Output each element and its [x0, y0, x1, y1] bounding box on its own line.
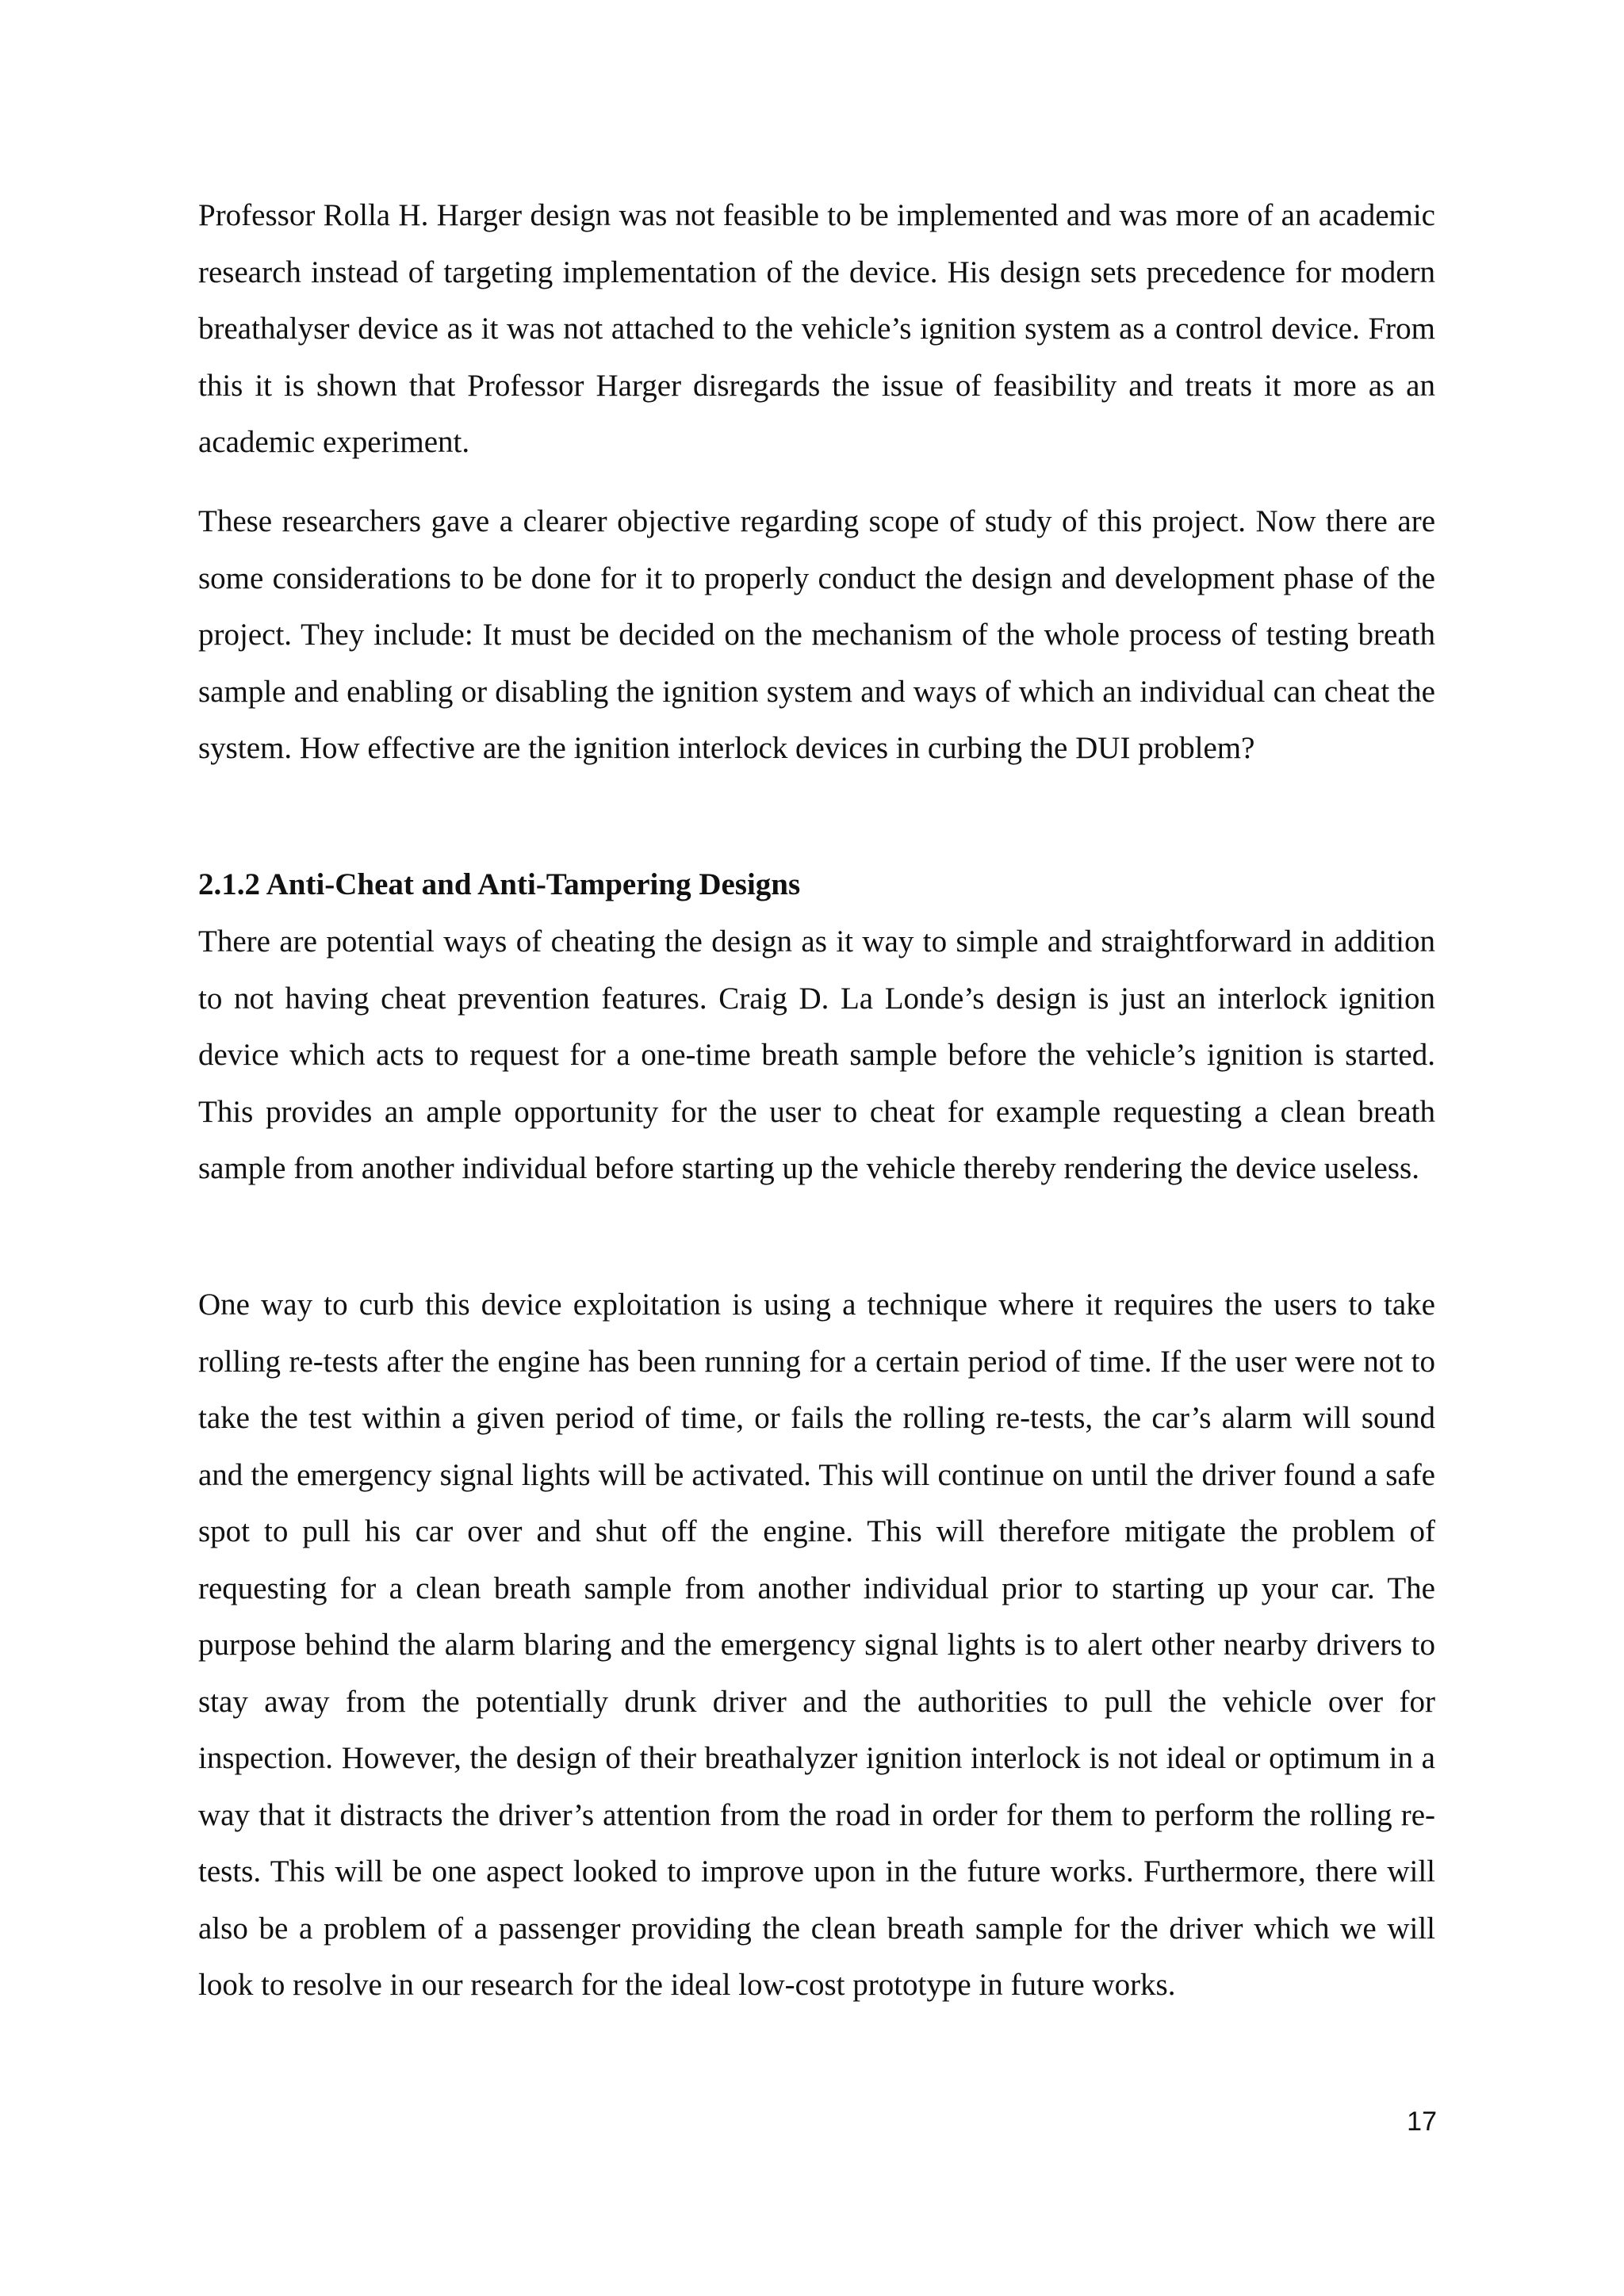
paragraph-harger-design: Professor Rolla H. Harger design was not feasible to be implemented and was more of an academic research instead of targeting implementation of the device. His design sets precedence for modern breathalyser device as it was not attached to the vehicle’s ignition system as a control device. From this it is shown that Professor Harger disregards the issue of feasibility and treats it more as an academic experiment. [198, 198, 1435, 459]
paragraph-rolling-retests: One way to curb this device exploitation is using a technique where it requires the users to take rolling re-tests after the engine has been running for a certain period of time. If the user were not to take the test within a given period of time, or fails the rolling re-tests, the car’s alarm will sound and the emergency signal lights will be activated. This will continue on until the driver found a safe spot to pull his car over and shut off the engine. This will therefore mitigate the problem of requesting for a clean breath sample from another individual prior to starting up your car. The purpose behind the alarm blaring and the emergency signal lights is to alert other nearby drivers to stay away from the potentially drunk driver and the authorities to pull the vehicle over for inspection. However, the design of their breathalyzer ignition interlock is not ideal or optimum in a way that it distracts the driver’s attention from the road in order for them to perform the rolling re-tests. This will be one aspect looked to improve upon in the future works. Furthermore, there will also be a problem of a passenger providing the clean breath sample for the driver which we will look to resolve in our research for the ideal low-cost prototype in future works. [198, 1288, 1435, 2002]
page-number: 17 [1407, 2107, 1437, 2137]
paragraph-cheating-ways: There are potential ways of cheating the design as it way to simple and straightforward in addition to not having cheat prevention features. Craig D. La Londe’s design is just an interlock ignition device which acts to request for a one-time breath sample before the vehicle’s ignition is started. This provides an ample opportunity for the user to cheat for example requesting a clean breath sample from another individual before starting up the vehicle thereby rendering the device useless. [198, 924, 1435, 1185]
paragraph-scope-considerations: These researchers gave a clearer objective regarding scope of study of this project. Now there are some considerations to be done for it to properly conduct the design and development phase of the project. They include: It must be decided on the mechanism of the whole process of testing breath sample and enabling or disabling the ignition system and ways of which an individual can cheat the system. How effective are the ignition interlock devices in curbing the DUI problem? [198, 504, 1435, 765]
section-heading: 2.1.2 Anti-Cheat and Anti-Tampering Designs [198, 867, 801, 901]
